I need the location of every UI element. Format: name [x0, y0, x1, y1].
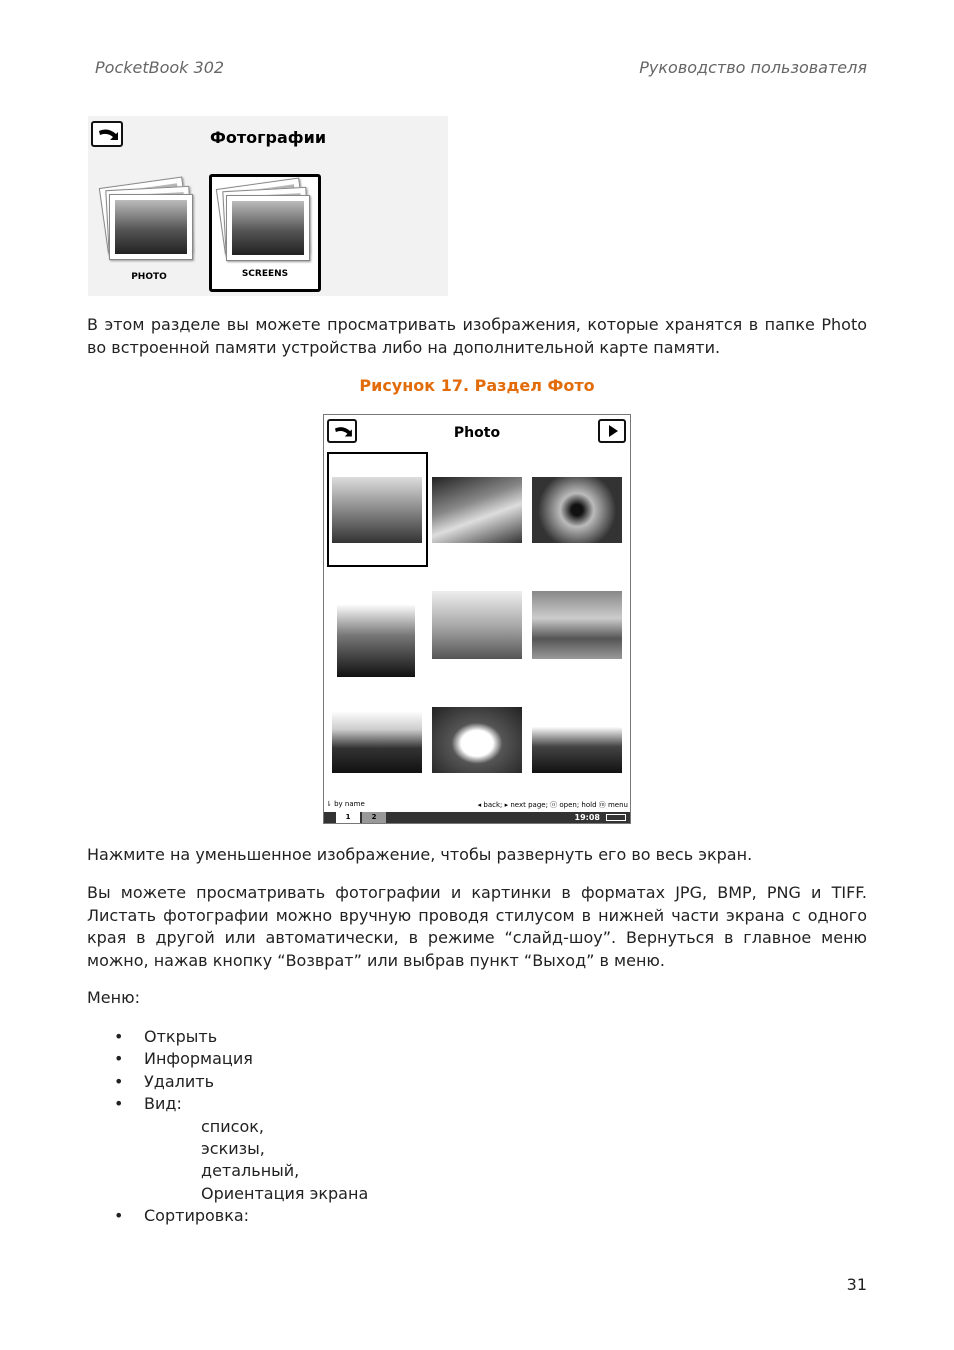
intro-paragraph: В этом разделе вы можете просматривать изображения, которые хранятся в папке Photo во встроенной памяти устройства либо на дополнительной карте памяти.	[87, 315, 867, 357]
list-item: • Сортировка:	[87, 1205, 249, 1227]
screen-title: Photo	[453, 425, 501, 441]
photo-thumbnail[interactable]	[332, 711, 422, 773]
list-item: • Информация	[87, 1048, 253, 1070]
photo-thumbnail[interactable]	[532, 591, 622, 659]
figure-caption: Рисунок 17. Раздел Фото	[359, 376, 595, 395]
page-tab-1[interactable]: 1	[336, 812, 360, 823]
list-item: • Удалить	[87, 1071, 253, 1093]
photo-thumbnail[interactable]	[332, 477, 422, 543]
photo-thumbnail[interactable]	[337, 573, 415, 677]
tap-paragraph: Нажмите на уменьшенное изображение, чтобы развернуть его во весь экран.	[87, 845, 753, 864]
view-subitem: Ориентация экрана	[201, 1184, 369, 1203]
menu-label: Меню:	[87, 988, 140, 1007]
folder-label: PHOTO	[131, 272, 167, 282]
photo-thumbnail[interactable]	[432, 477, 522, 543]
clock: 19:08	[574, 813, 600, 822]
photo-thumbnail[interactable]	[532, 707, 622, 773]
list-item: • Открыть	[87, 1026, 253, 1048]
battery-icon	[606, 814, 626, 821]
folders-screenshot	[88, 116, 448, 296]
photo-thumbnail[interactable]	[532, 477, 622, 543]
menu-list	[87, 1026, 253, 1115]
page-number: 31	[846, 1275, 867, 1294]
folder-label: SCREENS	[241, 269, 289, 279]
folder-screens[interactable]	[209, 174, 321, 292]
status-bar	[324, 812, 630, 823]
view-subitem: эскизы,	[201, 1139, 265, 1158]
photo-grid-screenshot	[323, 414, 631, 824]
photo-thumbnail[interactable]	[432, 591, 522, 659]
sort-hint: ⇂ by name	[326, 800, 365, 808]
header-title: PocketBook 302	[95, 58, 225, 77]
page-tab-2[interactable]: 2	[362, 812, 386, 823]
navigation-hint: ◂ back; ▸ next page; ⓞ open; hold ⓜ menu	[477, 801, 628, 809]
next-icon[interactable]	[598, 419, 626, 443]
folder-icon	[226, 195, 310, 261]
menu-list-continued	[87, 1205, 249, 1227]
formats-paragraph: Вы можете просматривать фотографии и картинки в форматах JPG, BMP, PNG и TIFF. Листать фотографии можно вручную проводя стилусом в нижней части экрана с одного края в другой или автоматически, в режиме “слайд-шоу”. Вернуться в главное меню можно, нажав кнопку “Возврат” или выбрав пункт “Выход” в меню.	[87, 883, 867, 970]
screen-title: Фотографии	[210, 128, 327, 147]
photo-thumbnail[interactable]	[432, 707, 522, 773]
hint-bar	[326, 800, 628, 808]
list-item: • Вид:	[87, 1093, 253, 1115]
back-icon[interactable]	[91, 121, 123, 147]
view-subitem: детальный,	[201, 1161, 300, 1180]
folder-photo[interactable]	[93, 174, 205, 292]
view-subitem: список,	[201, 1117, 264, 1136]
header-subtitle: Руководство пользователя	[639, 58, 867, 77]
folder-icon	[109, 194, 193, 260]
